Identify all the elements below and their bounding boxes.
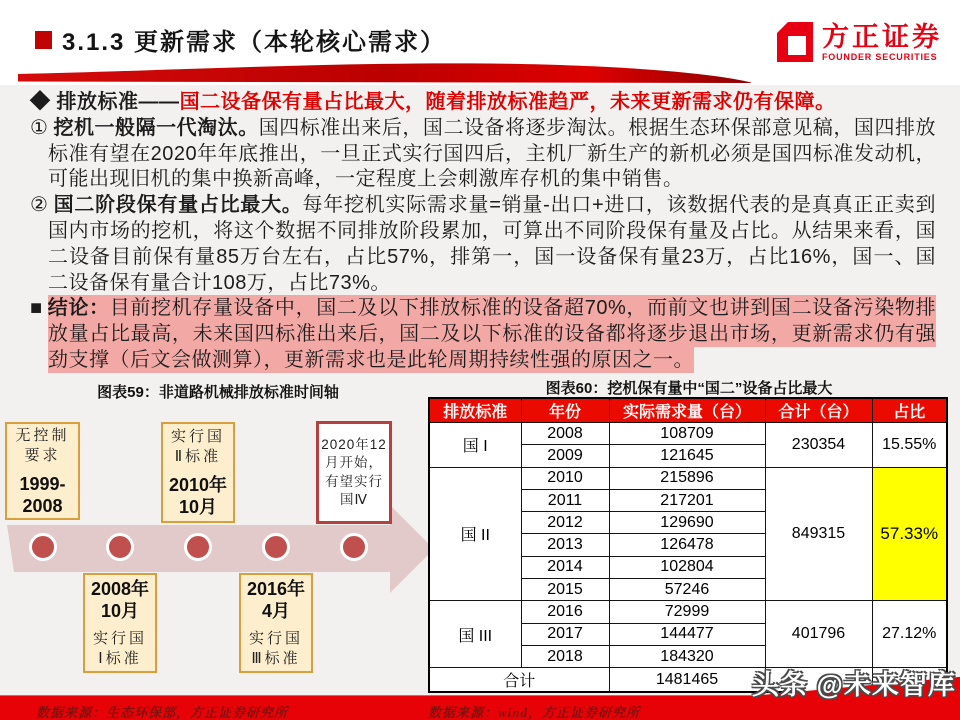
box-line: 2016年: [246, 578, 306, 599]
cell-value: 129690: [609, 512, 765, 534]
timeline-dot: [106, 533, 134, 561]
conclusion-highlight: [48, 295, 936, 373]
cell-share: 27.12%: [872, 601, 947, 668]
box-label: [15, 426, 69, 466]
title-bullet-icon: [35, 31, 52, 49]
cell-grand-total: 1481465: [609, 668, 765, 693]
box-line: 10月: [100, 600, 139, 621]
box-line: 实行国: [92, 629, 147, 647]
timeline-dot: [29, 533, 57, 561]
figure60-caption: 图表60：挖机保有量中“国二”设备占比最大: [545, 380, 833, 397]
paragraph-1-lead: 挖机一般隔一代淘汰。: [53, 116, 259, 139]
box-line: 无控制: [15, 426, 70, 444]
paragraph-2-lead: 国二阶段保有量占比最大。: [53, 194, 303, 217]
cell-label: 国 I: [429, 423, 521, 468]
box-line: 月开始，: [325, 455, 383, 470]
heading-red: 国二设备保有量占比最大，随着排放标准趋严，未来更新需求仍有保障。: [179, 91, 836, 113]
founder-logo-icon: [775, 20, 815, 64]
paragraph-2: [30, 193, 936, 296]
box-line: 国Ⅳ: [340, 492, 368, 507]
box-line: Ⅱ标准: [174, 448, 222, 465]
cell-year: 2018: [521, 645, 609, 667]
company-logo: [775, 20, 942, 64]
table-row: [429, 423, 947, 445]
cell-year: 2016: [521, 601, 609, 623]
timeline-dot: [184, 533, 212, 561]
cell-value: 121645: [609, 445, 765, 467]
cell-year: 2015: [521, 579, 609, 601]
heading-black: ◆ 排放标准——: [30, 91, 180, 113]
cell-year: 2011: [521, 489, 609, 511]
conclusion-text: 目前挖机存量设备中，国二及以下排放标准的设备超70%，而前文也讲到国二设备污染物排放量占比最高，未来国四标准出来后，国二及以下标准的设备都将逐步退出市场，更新需求仍有强劲支撑（后文会做测算），更新需求也是此轮周期持续性强的原因之一。: [48, 297, 936, 371]
col-header-share: 占比: [872, 398, 947, 423]
timeline-box-2016: [239, 573, 313, 673]
box-date: [91, 578, 149, 622]
cell-value: 217201: [609, 489, 765, 511]
page-title: 3.1.3 更新需求（本轮核心需求）: [62, 29, 447, 56]
figure59-timeline: [0, 390, 440, 690]
box-line: 有望实行: [325, 473, 383, 489]
cell-year: 2010: [521, 467, 609, 489]
table-header-row: [429, 398, 947, 423]
cell-total: 230354: [765, 423, 872, 468]
timeline-box-1999: [5, 422, 80, 520]
paragraph-2-text: 每年挖机实际需求量=销量-出口+进口，该数据代表的是真真正正卖到国内市场的挖机，将这个数据不同排放阶段累加，可算出不同阶段保有量及占比。从结果来看，国二设备目前保有量85万台左右，占比57%，排第一，国一设备保有量23万，占比16%，国一、国二设备保有量合计108万，占比73%。: [48, 194, 936, 294]
source-note-right: 数据来源：wind，方正证券研究所: [428, 705, 641, 720]
logo-name-en: FOUNDER SECURITIES: [822, 51, 938, 62]
cell-value: 72999: [609, 601, 765, 623]
cell-year: 2013: [521, 534, 609, 556]
box-line: 实行国: [170, 428, 225, 445]
col-header-demand: 实际需求量（台）: [609, 398, 765, 423]
cell-label: 国 III: [429, 601, 521, 668]
timeline-box-2020: [316, 421, 392, 524]
paragraph-1-text: 国四标准出来后，国二设备将逐步淘汰。根据生态环保部意见稿，国四排放标准有望在2020年年底推出，一旦正式实行国四后，主机厂新生产的新机必须是国四标准发动机，可能出现旧机的集中换新高峰，一定程度上会刺激库存机的集中销售。: [48, 116, 937, 191]
section-heading: [30, 90, 936, 116]
box-label: [171, 427, 225, 467]
box-label: [249, 629, 303, 669]
cell-total-label: 合计: [429, 668, 609, 693]
cell-year: 2009: [521, 445, 609, 467]
body-text: [30, 90, 936, 374]
figure60-table: [428, 397, 948, 693]
list-marker-1: ①: [30, 116, 49, 139]
box-date: [247, 578, 305, 622]
list-marker-2: ②: [30, 194, 49, 217]
box-label: [93, 629, 147, 669]
cell-value: 108709: [609, 423, 765, 445]
cell-value: 144477: [609, 623, 765, 645]
box-line: 4月: [261, 600, 290, 621]
source-note-left: 数据来源：生态环保部，方正证券研究所: [36, 705, 289, 720]
cell-share-highlighted: 57.33%: [872, 467, 947, 601]
conclusion-paragraph: [30, 296, 936, 373]
timeline-dot: [340, 533, 368, 561]
cell-year: 2012: [521, 512, 609, 534]
timeline-box-2008: [83, 573, 157, 673]
cell-year: 2017: [521, 623, 609, 645]
cell-value: 215896: [609, 467, 765, 489]
box-date: [19, 473, 65, 517]
figure59-caption: 图表59：非道路机械排放标准时间轴: [97, 384, 339, 401]
box-line: 实行国: [248, 629, 303, 647]
box-line: 2008年: [90, 578, 150, 599]
logo-name-cn: 方正证券: [822, 21, 942, 52]
cell-value: 102804: [609, 556, 765, 578]
box-line: 要求: [24, 446, 61, 464]
timeline-dot: [262, 533, 290, 561]
cell-year: 2014: [521, 556, 609, 578]
cell-year: 2008: [521, 423, 609, 445]
cell-total: 401796: [765, 601, 872, 668]
conclusion-marker: ■: [30, 297, 43, 320]
col-header-total: 合计（台）: [765, 398, 872, 423]
header-swoosh: [18, 57, 758, 85]
logo-text: [822, 23, 942, 62]
cell-value: 57246: [609, 579, 765, 601]
cell-label: 国 II: [429, 467, 521, 601]
box-line: Ⅲ标准: [251, 649, 301, 667]
cell-total: 849315: [765, 467, 872, 601]
col-header-standard: 排放标准: [429, 398, 521, 423]
paragraph-1: [30, 116, 936, 193]
box-line: 2008: [22, 495, 63, 516]
conclusion-lead: 结论：: [47, 297, 110, 320]
box-date: [169, 474, 227, 518]
table-row: [429, 601, 947, 623]
cell-value: 126478: [609, 534, 765, 556]
box-line: 1999-: [19, 473, 66, 494]
box-line: 10月: [178, 497, 217, 517]
box-line: 2010年: [168, 475, 228, 495]
cell-share: 15.55%: [872, 423, 947, 468]
watermark: 头条 @未来智库: [752, 670, 956, 700]
box-line: Ⅰ标准: [98, 649, 142, 667]
cell-value: 184320: [609, 645, 765, 667]
col-header-year: 年份: [521, 398, 609, 423]
table-row: [429, 467, 947, 489]
timeline-box-2010: [161, 422, 235, 523]
box-line: 2020年12: [321, 436, 387, 452]
